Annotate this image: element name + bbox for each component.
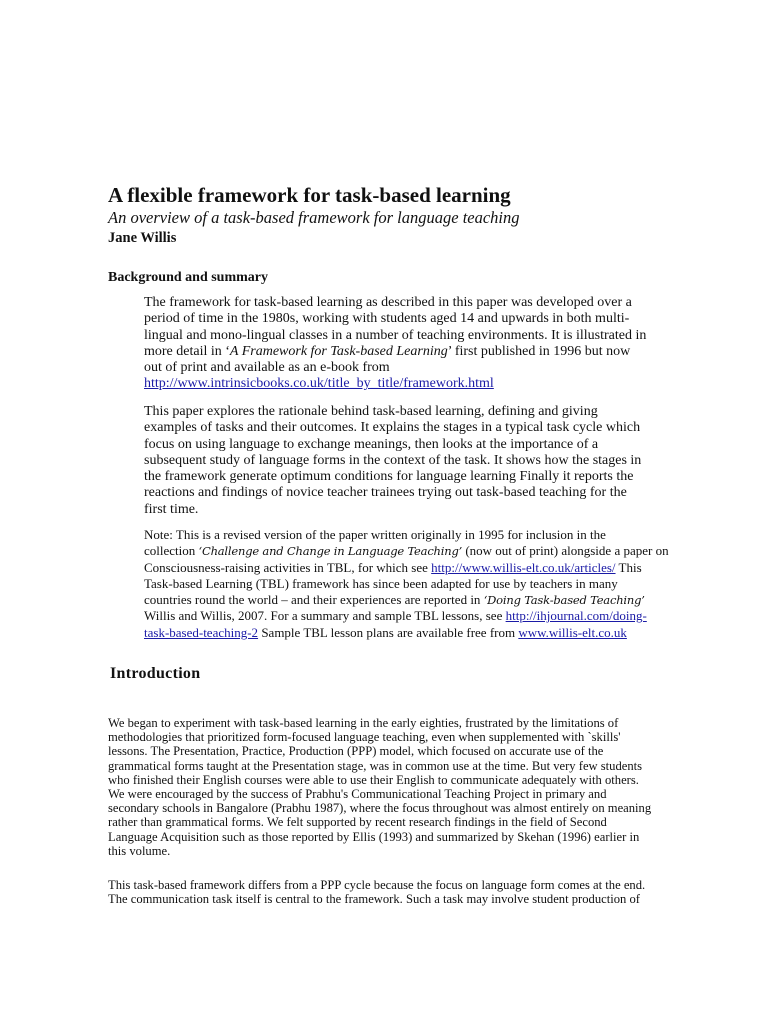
text-line: Language Acquisition such as those reported by Ellis (1993) and summarized by Skehan (1996) earlier in [108,829,640,844]
text-run: ’ first published in 1996 but now [447,343,631,359]
section-heading-introduction: Introduction [110,665,201,682]
text-line: This paper explores the rationale behind task-based learning, defining and giving [144,404,598,419]
text-line: out of print and available as an e-book from [144,360,390,376]
document-subtitle: An overview of a task-based framework for language teaching [108,208,520,227]
summary-paragraph-1 [144,295,646,393]
summary-paragraph-2 [144,404,641,518]
ihjournal-link[interactable]: http://ihjournal.com/doing- [505,608,647,624]
text-run: This [615,559,642,575]
ihjournal-link-continued[interactable]: task-based-teaching-2 [144,624,259,640]
text-line [144,625,669,641]
text-line [144,560,669,576]
text-line: This task-based framework differs from a PPP cycle because the focus on language form comes at the end. [108,878,646,892]
text-line: lingual and mono-lingual classes in a number of teaching environments. It is illustrated in [144,327,647,343]
text-line: first time. [144,501,199,517]
text-line: secondary schools in Bangalore (Prabhu 1987), where the focus throughout was almost entirely on meaning [108,801,652,816]
text-line: lessons. The Presentation, Practice, Production (PPP) model, which focused on accurate use of the [108,744,604,759]
text-line: focus on using language to exchange meanings, then looks at the importance of a [144,436,599,452]
text-line: We began to experiment with task-based learning in the early eighties, frustrated by the limitations of [108,716,619,730]
text-run: collection [144,543,199,559]
note-paragraph [144,527,669,641]
text-line: rather than grammatical forms. We felt supported by recent research findings in the field of Second [108,815,607,830]
willis-elt-link[interactable]: www.willis-elt.co.uk [518,624,627,640]
text-line: Task-based Learning (TBL) framework has since been adapted for use by teachers in many [144,575,618,591]
text-line [144,608,669,624]
book-title: ‘Doing Task-based Teaching’ [483,593,645,608]
text-run: Sample TBL lesson plans are available free from [258,624,519,640]
text-run: Consciousness-raising activities in TBL, for which see [144,559,432,575]
text-run: Willis and Willis, 2007. For a summary and sample TBL lessons, see [144,608,506,624]
text-run: (now out of print) alongside a paper on [462,543,669,559]
text-line: subsequent study of language forms in the context of the task. It shows how the stages in [144,452,642,468]
text-line: period of time in the 1980s, working with students aged 14 and upwards in both multi- [144,311,630,327]
text-line [144,543,669,559]
text-line: We were encouraged by the success of Prabhu's Communicational Teaching Project in primary and [108,787,607,802]
introduction-paragraph-1 [108,716,651,858]
intrinsicbooks-link[interactable]: http://www.intrinsicbooks.co.uk/title_by_title/framework.html [144,376,494,392]
text-line: methodologies that prioritized form-focused language teaching, even when supplemented with `skills' [108,730,621,745]
text-run: more detail in ‘ [144,343,230,359]
text-line: who finished their English courses were able to use their English to communicate adequately with others. [108,772,639,787]
text-line: the framework generate optimum conditions for language learning Finally it reports the [144,469,634,485]
willis-articles-link[interactable]: http://www.willis-elt.co.uk/articles/ [431,559,616,575]
section-heading-background: Background and summary [108,270,269,285]
text-line: grammatical forms taught at the Presentation stage, was in common use at the time. But very few students [108,758,643,773]
text-line: The communication task itself is central to the framework. Such a task may involve student production of [108,892,640,907]
text-line: examples of tasks and their outcomes. It explains the stages in a typical task cycle which [144,420,641,436]
text-line [144,376,646,392]
text-run: countries round the world – and their experiences are reported in [144,592,484,608]
book-title: A Framework for Task-based Learning [229,343,448,359]
book-title: ‘Challenge and Change in Language Teaching’ [198,544,463,559]
author-name: Jane Willis [108,230,177,246]
text-line: The framework for task-based learning as described in this paper was developed over a [144,295,632,310]
text-line: Note: This is a revised version of the paper written originally in 1995 for inclusion in the [144,527,606,542]
introduction-paragraph-2 [108,878,645,906]
text-line [144,592,669,608]
text-line [144,344,646,360]
text-line: this volume. [108,843,171,858]
text-line: reactions and findings of novice teacher trainees trying out task-based teaching for the [144,485,627,501]
document-title: A flexible framework for task-based learning [108,183,511,207]
